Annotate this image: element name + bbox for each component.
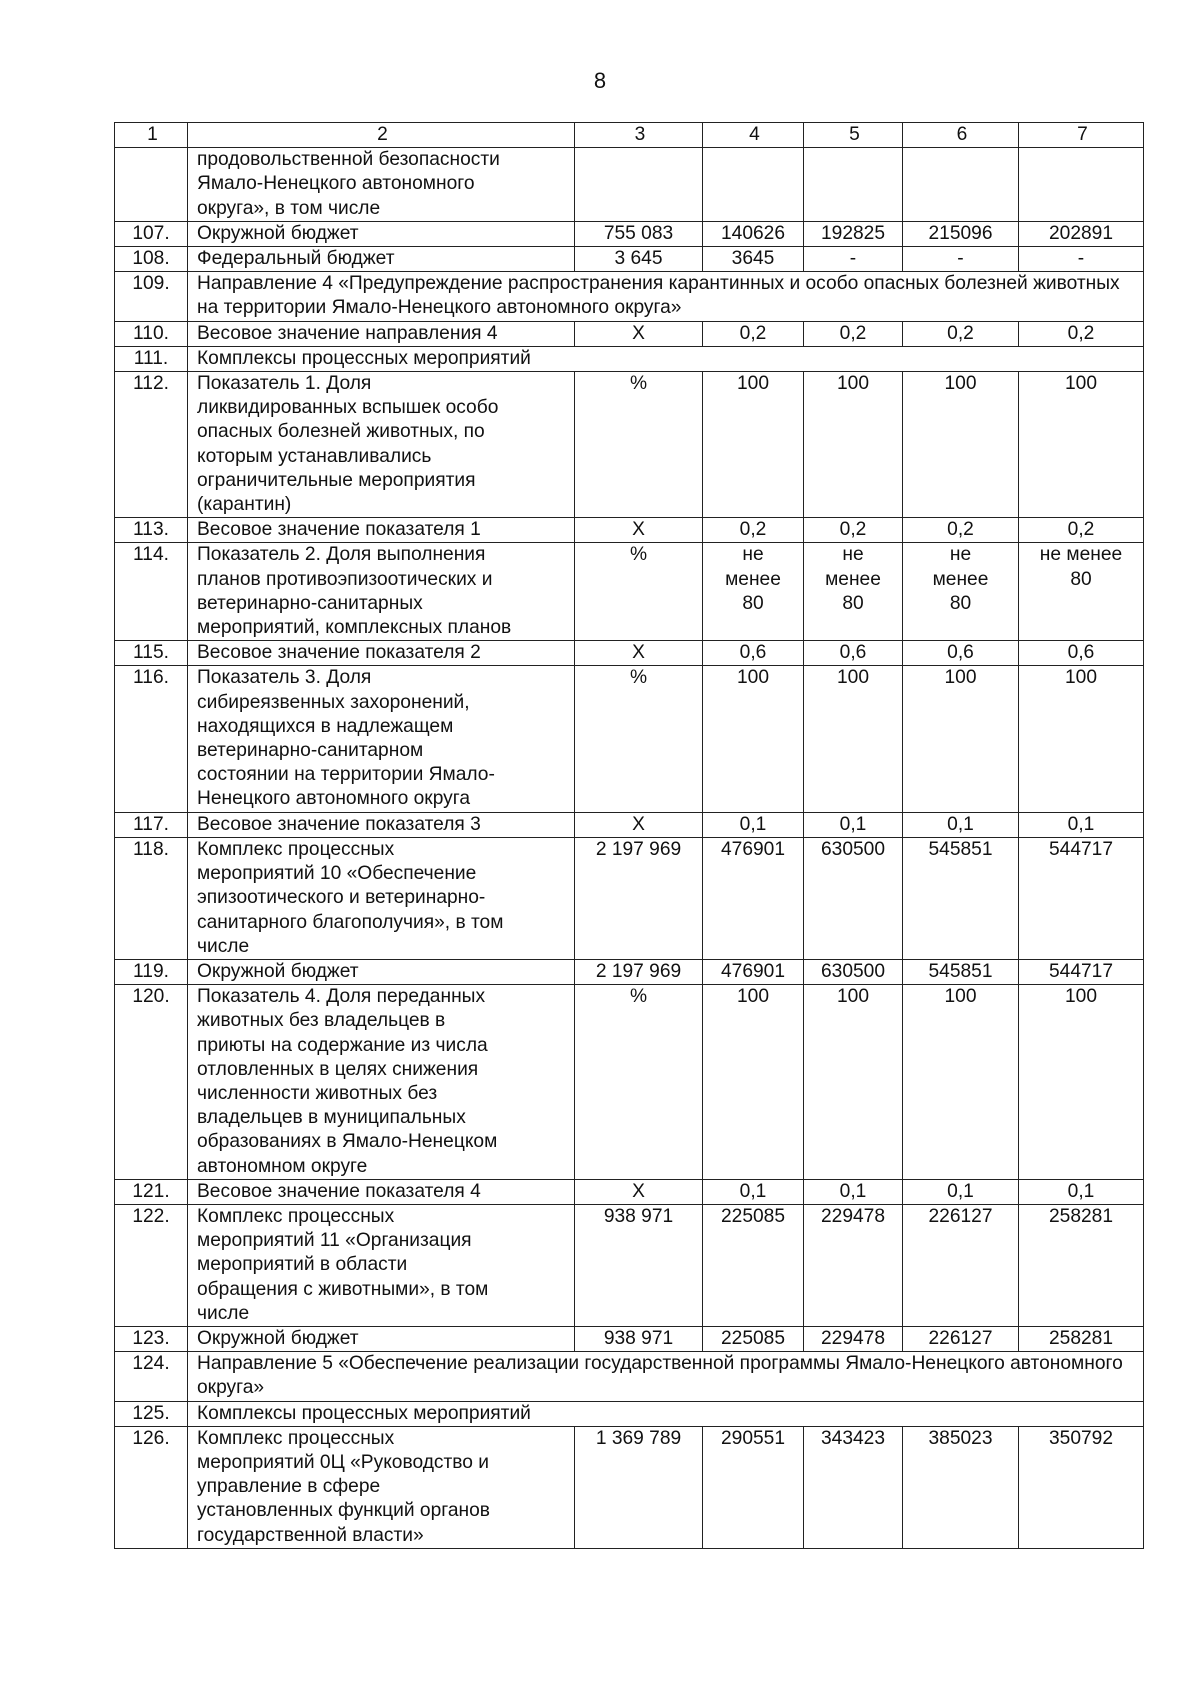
value-cell: 938 971 — [575, 1204, 703, 1326]
row-description: Весовое значение показателя 4 — [188, 1179, 575, 1204]
value-cell: % — [575, 543, 703, 641]
table-row — [115, 1401, 1144, 1426]
value-cell: - — [1019, 247, 1144, 272]
row-description: Весовое значение показателя 3 — [188, 812, 575, 837]
section-heading-cell: Направление 4 «Предупреждение распространения карантинных и особо опасных болезней животных на территории Ямало-Ненецкого автономного округа» — [188, 272, 1144, 321]
row-number: 110. — [115, 321, 188, 346]
row-description: продовольственной безопасности Ямало-Ненецкого автономного округа», в том числе — [188, 148, 575, 222]
value-cell: 100 — [703, 372, 804, 518]
value-cell: 100 — [804, 985, 903, 1180]
table-header-cell: 7 — [1019, 123, 1144, 148]
value-cell — [804, 148, 903, 222]
value-cell: 0,2 — [703, 518, 804, 543]
table-row — [115, 666, 1144, 812]
row-number: 116. — [115, 666, 188, 812]
value-cell: 0,2 — [1019, 321, 1144, 346]
value-cell: 229478 — [804, 1326, 903, 1351]
row-number: 108. — [115, 247, 188, 272]
value-cell: Х — [575, 518, 703, 543]
section-heading-cell: Комплексы процессных мероприятий — [188, 346, 1144, 371]
value-cell: 0,2 — [903, 518, 1019, 543]
value-cell: Х — [575, 1179, 703, 1204]
value-cell: 192825 — [804, 221, 903, 246]
table-row — [115, 812, 1144, 837]
value-cell: 100 — [804, 666, 903, 812]
value-cell: не менее 80 — [804, 543, 903, 641]
value-cell: % — [575, 666, 703, 812]
row-description: Окружной бюджет — [188, 959, 575, 984]
value-cell: 476901 — [703, 959, 804, 984]
value-cell: % — [575, 372, 703, 518]
value-cell: 545851 — [903, 837, 1019, 959]
table-header-row — [115, 123, 1144, 148]
value-cell: 0,2 — [804, 321, 903, 346]
value-cell: 215096 — [903, 221, 1019, 246]
row-description: Комплекс процессных мероприятий 0Ц «Руководство и управление в сфере установленных функций органов государственной власти» — [188, 1426, 575, 1548]
row-description: Показатель 1. Доля ликвидированных вспышек особо опасных болезней животных, по которым устанавливались ограничительные мероприятия (карантин) — [188, 372, 575, 518]
value-cell: 630500 — [804, 837, 903, 959]
row-number: 109. — [115, 272, 188, 321]
row-number: 119. — [115, 959, 188, 984]
row-description: Показатель 4. Доля переданных животных без владельцев в приюты на содержание из числа отловленных в целях снижения численности животных без владельцев в муниципальных образованиях в Ямало-Ненецком автономном округе — [188, 985, 575, 1180]
value-cell: 385023 — [903, 1426, 1019, 1548]
row-description: Окружной бюджет — [188, 221, 575, 246]
value-cell: 258281 — [1019, 1326, 1144, 1351]
value-cell: 3645 — [703, 247, 804, 272]
row-description: Федеральный бюджет — [188, 247, 575, 272]
value-cell: 0,1 — [703, 812, 804, 837]
value-cell: 544717 — [1019, 837, 1144, 959]
table-header-cell: 3 — [575, 123, 703, 148]
page-number: 8 — [593, 68, 607, 93]
value-cell — [703, 148, 804, 222]
row-number: 118. — [115, 837, 188, 959]
row-number: 111. — [115, 346, 188, 371]
value-cell: 476901 — [703, 837, 804, 959]
value-cell: 0,6 — [703, 641, 804, 666]
value-cell: 226127 — [903, 1204, 1019, 1326]
value-cell: 202891 — [1019, 221, 1144, 246]
table-row — [115, 543, 1144, 641]
row-description: Комплекс процессных мероприятий 11 «Организация мероприятий в области обращения с животными», в том числе — [188, 1204, 575, 1326]
value-cell — [575, 148, 703, 222]
value-cell: 938 971 — [575, 1326, 703, 1351]
table-row — [115, 1326, 1144, 1351]
table-row — [115, 1204, 1144, 1326]
table-row — [115, 985, 1144, 1180]
value-cell: 0,1 — [703, 1179, 804, 1204]
value-cell: 100 — [903, 372, 1019, 518]
table-row — [115, 518, 1144, 543]
value-cell: - — [903, 247, 1019, 272]
table-row — [115, 221, 1144, 246]
value-cell: 0,2 — [1019, 518, 1144, 543]
table-row — [115, 1179, 1144, 1204]
value-cell — [1019, 148, 1144, 222]
value-cell: 100 — [1019, 985, 1144, 1180]
row-number: 126. — [115, 1426, 188, 1548]
row-description: Весовое значение направления 4 — [188, 321, 575, 346]
row-number — [115, 148, 188, 222]
row-number: 112. — [115, 372, 188, 518]
value-cell: 343423 — [804, 1426, 903, 1548]
table-row — [115, 148, 1144, 222]
value-cell: 100 — [903, 666, 1019, 812]
row-description: Показатель 3. Доля сибиреязвенных захоронений, находящихся в надлежащем ветеринарно-санитарном состоянии на территории Ямало- Ненецкого автономного округа — [188, 666, 575, 812]
value-cell: 0,1 — [903, 812, 1019, 837]
table-row — [115, 641, 1144, 666]
row-number: 113. — [115, 518, 188, 543]
table-row — [115, 959, 1144, 984]
value-cell: 226127 — [903, 1326, 1019, 1351]
value-cell: 545851 — [903, 959, 1019, 984]
value-cell: 0,6 — [903, 641, 1019, 666]
value-cell: 755 083 — [575, 221, 703, 246]
value-cell: 100 — [804, 372, 903, 518]
value-cell: % — [575, 985, 703, 1180]
row-description: Комплекс процессных мероприятий 10 «Обеспечение эпизоотического и ветеринарно- санитарного благополучия», в том числе — [188, 837, 575, 959]
value-cell: 0,1 — [804, 812, 903, 837]
row-number: 120. — [115, 985, 188, 1180]
table-row — [115, 1426, 1144, 1548]
value-cell: 0,1 — [903, 1179, 1019, 1204]
value-cell: 0,1 — [1019, 812, 1144, 837]
value-cell: 258281 — [1019, 1204, 1144, 1326]
row-number: 121. — [115, 1179, 188, 1204]
table-row — [115, 321, 1144, 346]
value-cell: 2 197 969 — [575, 837, 703, 959]
value-cell: 100 — [703, 985, 804, 1180]
value-cell: 0,2 — [804, 518, 903, 543]
value-cell: 350792 — [1019, 1426, 1144, 1548]
row-number: 125. — [115, 1401, 188, 1426]
row-description: Весовое значение показателя 2 — [188, 641, 575, 666]
row-description: Весовое значение показателя 1 — [188, 518, 575, 543]
value-cell: 100 — [1019, 666, 1144, 812]
value-cell: не менее 80 — [1019, 543, 1144, 641]
value-cell: Х — [575, 641, 703, 666]
row-description: Показатель 2. Доля выполнения планов противоэпизоотических и ветеринарно-санитарных мероприятий, комплексных планов — [188, 543, 575, 641]
value-cell: Х — [575, 812, 703, 837]
row-number: 107. — [115, 221, 188, 246]
row-number: 124. — [115, 1352, 188, 1401]
budget-table — [114, 122, 1144, 1549]
table-header-cell: 1 — [115, 123, 188, 148]
table-header-cell: 5 — [804, 123, 903, 148]
table-row — [115, 837, 1144, 959]
value-cell: 0,6 — [804, 641, 903, 666]
table-row — [115, 272, 1144, 321]
table-row — [115, 1352, 1144, 1401]
table-header-cell: 6 — [903, 123, 1019, 148]
table-header-cell: 2 — [188, 123, 575, 148]
value-cell: 0,6 — [1019, 641, 1144, 666]
section-heading-cell: Комплексы процессных мероприятий — [188, 1401, 1144, 1426]
value-cell: - — [804, 247, 903, 272]
value-cell: не менее 80 — [903, 543, 1019, 641]
row-number: 117. — [115, 812, 188, 837]
value-cell: 225085 — [703, 1326, 804, 1351]
row-number: 115. — [115, 641, 188, 666]
value-cell: 100 — [903, 985, 1019, 1180]
value-cell — [903, 148, 1019, 222]
value-cell: 100 — [1019, 372, 1144, 518]
table-row — [115, 372, 1144, 518]
value-cell: 1 369 789 — [575, 1426, 703, 1548]
value-cell: 544717 — [1019, 959, 1144, 984]
value-cell: 229478 — [804, 1204, 903, 1326]
value-cell: 100 — [703, 666, 804, 812]
value-cell: 0,2 — [903, 321, 1019, 346]
row-number: 114. — [115, 543, 188, 641]
row-number: 122. — [115, 1204, 188, 1326]
table-header-cell: 4 — [703, 123, 804, 148]
value-cell: 0,1 — [804, 1179, 903, 1204]
value-cell: не менее 80 — [703, 543, 804, 641]
value-cell: Х — [575, 321, 703, 346]
value-cell: 225085 — [703, 1204, 804, 1326]
row-description: Окружной бюджет — [188, 1326, 575, 1351]
value-cell: 2 197 969 — [575, 959, 703, 984]
value-cell: 140626 — [703, 221, 804, 246]
value-cell: 0,1 — [1019, 1179, 1144, 1204]
table-row — [115, 247, 1144, 272]
row-number: 123. — [115, 1326, 188, 1351]
section-heading-cell: Направление 5 «Обеспечение реализации государственной программы Ямало-Ненецкого автономного округа» — [188, 1352, 1144, 1401]
value-cell: 630500 — [804, 959, 903, 984]
value-cell: 290551 — [703, 1426, 804, 1548]
value-cell: 0,2 — [703, 321, 804, 346]
value-cell: 3 645 — [575, 247, 703, 272]
table-row — [115, 346, 1144, 371]
